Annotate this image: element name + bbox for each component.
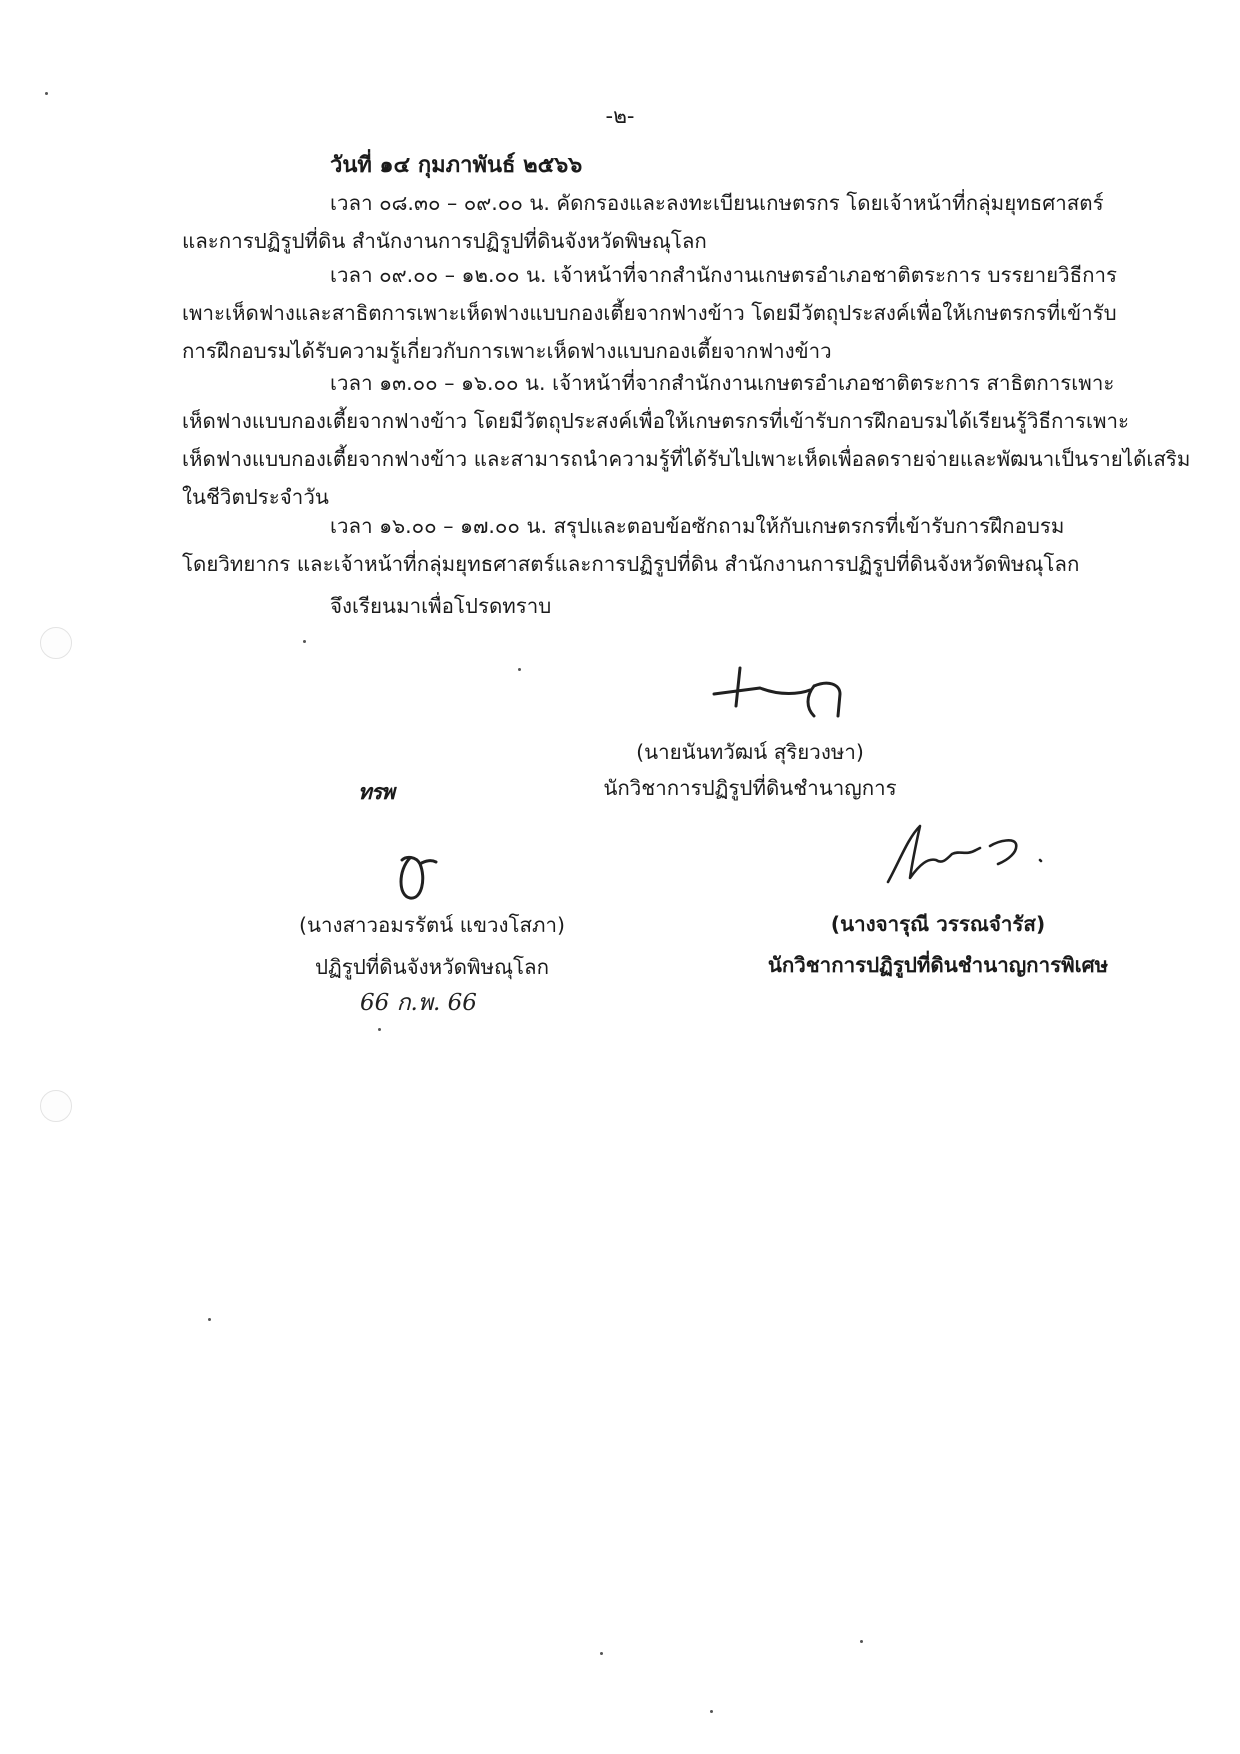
schedule-line: เห็ดฟางแบบกองเตี้ยจากฟางข้าว และสามารถนำความรู้ที่ได้รับไปเพาะเห็ดเพื่อลดรายจ่ายและพัฒนาเป็นรายได้เสริม — [182, 447, 1191, 471]
schedule-item — [182, 256, 1120, 370]
scan-speck — [45, 92, 48, 95]
signatory-3-name: (นางจารุณี วรรณจำรัส) — [830, 912, 1046, 936]
schedule-item — [182, 507, 1120, 583]
punch-hole — [40, 627, 72, 659]
signatory-2-title: ปฏิรูปที่ดินจังหวัดพิษณุโลก — [314, 955, 550, 979]
scan-speck — [518, 668, 521, 671]
schedule-line: เวลา ๑๖.๐๐ – ๑๗.๐๐ น. สรุปและตอบข้อซักถามให้กับเกษตรกรที่เข้ารับการฝึกอบรม — [330, 514, 1065, 538]
punch-hole — [40, 1090, 72, 1122]
schedule-line: ในชีวิตประจำวัน — [182, 485, 329, 509]
schedule-item — [182, 364, 1191, 516]
handwritten-date: 66 ก.พ. 66 — [360, 990, 477, 1016]
schedule-line: และการปฏิรูปที่ดิน สำนักงานการปฏิรูปที่ดินจังหวัดพิษณุโลก — [182, 229, 707, 253]
date-heading: วันที่ ๑๔ กุมภาพันธ์ ๒๕๖๖ — [330, 153, 583, 178]
schedule-line: เวลา ๐๘.๓๐ – ๐๙.๐๐ น. คัดกรองและลงทะเบียนเกษตรกร โดยเจ้าหน้าที่กลุ่มยุทธศาสตร์ — [330, 191, 1104, 215]
scan-speck — [378, 1028, 381, 1031]
signature-1 — [710, 666, 850, 730]
signatory-2-name: (นางสาวอมรรัตน์ แขวงโสภา) — [298, 913, 566, 937]
schedule-line: เวลา ๑๓.๐๐ – ๑๖.๐๐ น. เจ้าหน้าที่จากสำนักงานเกษตรอำเภอชาติตระการ สาธิตการเพาะ — [330, 371, 1115, 395]
scan-speck — [208, 1318, 211, 1321]
schedule-line: การฝึกอบรมได้รับความรู้เกี่ยวกับการเพาะเห็ดฟางแบบกองเตี้ยจากฟางข้าว — [182, 339, 832, 363]
schedule-item — [182, 184, 1120, 260]
signatory-1-title: นักวิชาการปฏิรูปที่ดินชำนาญการ — [603, 776, 897, 800]
signature-2 — [392, 852, 442, 904]
scan-speck — [710, 1710, 713, 1713]
signature-3 — [880, 820, 1060, 890]
scan-speck — [303, 640, 306, 643]
schedule-line: เพาะเห็ดฟางและสาธิตการเพาะเห็ดฟางแบบกองเตี้ยจากฟางข้าว โดยมีวัตถุประสงค์เพื่อให้เกษตรกรที่เข้ารับ — [182, 301, 1117, 325]
schedule-line: เวลา ๐๙.๐๐ – ๑๒.๐๐ น. เจ้าหน้าที่จากสำนักงานเกษตรอำเภอชาติตระการ บรรยายวิธีการ — [330, 263, 1118, 287]
closing-line: จึงเรียนมาเพื่อโปรดทราบ — [330, 594, 552, 618]
signatory-3-title: นักวิชาการปฏิรูปที่ดินชำนาญการพิเศษ — [767, 953, 1109, 977]
schedule-line: โดยวิทยากร และเจ้าหน้าที่กลุ่มยุทธศาสตร์และการปฏิรูปที่ดิน สำนักงานการปฏิรูปที่ดินจังหวัดพิษณุโลก — [182, 552, 1080, 576]
scan-speck — [860, 1640, 863, 1643]
schedule-line: เห็ดฟางแบบกองเตี้ยจากฟางข้าว โดยมีวัตถุประสงค์เพื่อให้เกษตรกรที่เข้ารับการฝึกอบรมได้เรียนรู้วิธีการเพาะ — [182, 409, 1130, 433]
page-number: -๒- — [605, 104, 635, 128]
signatory-1-name: (นายนันทวัฒน์ สุริยวงษา) — [636, 740, 864, 764]
scan-speck — [600, 1652, 603, 1655]
initials-text: ทรพ — [358, 779, 394, 804]
